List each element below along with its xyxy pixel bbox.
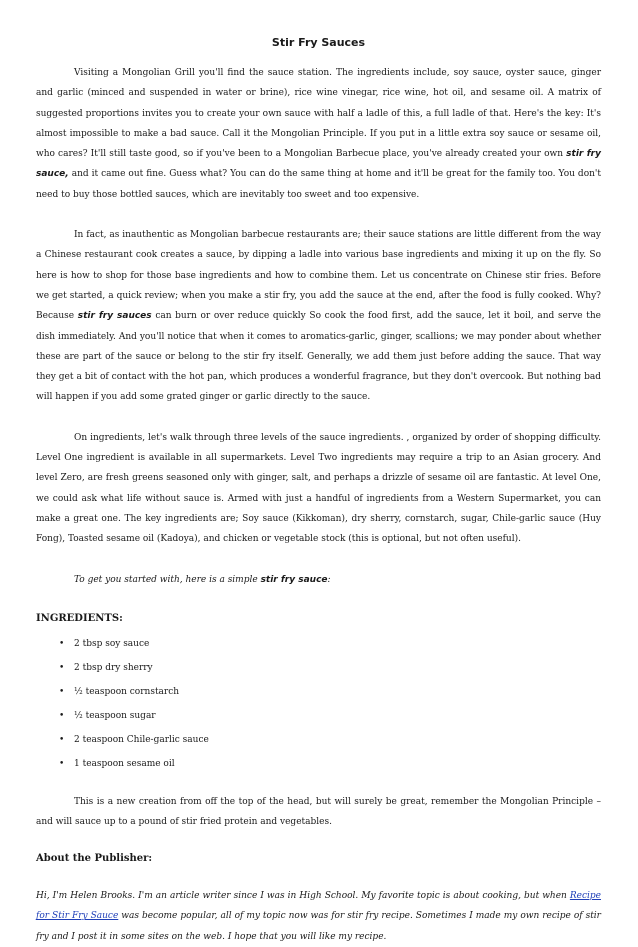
- ingredient-text: 2 tbsp dry sherry: [74, 662, 153, 673]
- paragraph-text: and it came out fine. Guess what? You can do the same thing at home and it'll be great for the family too. You don't need to buy those bottled sauces, which are inevitably too sweet and too expensive.: [36, 169, 601, 200]
- bullet-icon: •: [59, 638, 65, 649]
- publisher-bio: [36, 886, 601, 947]
- publisher-heading: About the Publisher:: [36, 853, 153, 865]
- intro-text: :: [327, 574, 331, 585]
- bullet-icon: •: [59, 734, 65, 745]
- recipe-link[interactable]: Recipe for Stir Fry Sauce: [36, 891, 601, 922]
- ingredient-text: ½ teaspoon cornstarch: [74, 686, 180, 697]
- paragraph-text: can burn or over reduce quickly So cook the food first, add the sauce, let it boil, and serve the dish immediately. And you'll notice that when it comes to aromatics-garlic, ginger, scallions; we may ponder about whether these are part of the sauce or belong to the stir fry itself. Generally, we add them just before adding the sauce. That way they get a bit of contact with the hot pan, which produces a wonderful fragrance, but they don't overcook. But nothing bad will happen if you add some grated ginger or garlic directly to the sauce.: [36, 311, 601, 403]
- bullet-icon: •: [59, 710, 65, 721]
- bio-text: Hi, I'm Helen Brooks. I'm an article writer since I was in High School. My favorite topic is about cooking, but when: [36, 891, 570, 902]
- ingredient-text: ½ teaspoon sugar: [74, 710, 156, 721]
- list-item: [36, 680, 601, 704]
- paragraph-ingredient-levels: On ingredients, let's walk through three levels of the sauce ingredients. , organized by order of shopping difficulty. Level One ingredient is available in all supermarkets. Level Two ingredients may require a trip to an Asian grocery. And level Zero, are fresh greens seasoned only with ginger, salt, and perhaps a drizzle of sesame oil are fantastic. At level One, we could ask what life without sauce is. Armed with just a handful of ingredients from a Western Supermarket, you can make a great one. The key ingredients are; Soy sauce (Kikkoman), dry sherry, cornstarch, sugar, Chile-garlic sauce (Huy Fong), Toasted sesame oil (Kadoya), and chicken or vegetable stock (this is optional, but not often useful).: [36, 432, 601, 545]
- paragraph-closing: This is a new creation from off the top of the head, but will surely be great, remember the Mongolian Principle – and will sauce up to a pound of stir fried protein and vegetables.: [36, 796, 601, 827]
- bio-text: was become popular, all of my topic now was for stir fry recipe. Sometimes I made my own recipe of stir fry and I post it in some sites on the web. I hope that you will like my recipe.: [36, 911, 601, 942]
- emphasis-stir-fry-sauces: stir fry sauces: [77, 311, 152, 322]
- list-item: [36, 728, 601, 752]
- paragraph-text: In fact, as inauthentic as Mongolian barbecue restaurants are; their sauce stations are little different from the way a Chinese restaurant cook creates a sauce, by dipping a ladle into various base ingredients and mixing it up on the fly. So here is how to shop for those base ingredients and how to combine them. Let us concentrate on Chinese stir fries. Before we get started, a quick review; when you make a stir fry, you add the sauce at the end, after the food is fully cooked. Why? Because: [36, 230, 601, 322]
- bullet-icon: •: [59, 686, 65, 697]
- paragraph-intro-mongolian-grill: [36, 63, 601, 205]
- ingredient-text: 2 teaspoon Chile-garlic sauce: [74, 734, 209, 745]
- document-title: Stir Fry Sauces: [271, 36, 366, 49]
- list-item: [36, 704, 601, 728]
- list-item: [36, 656, 601, 680]
- recipe-intro: [36, 570, 601, 590]
- emphasis-stir-fry-sauce: stir fry sauce,: [36, 149, 601, 180]
- paragraph-text: Visiting a Mongolian Grill you'll find the sauce station. The ingredients include, soy sauce, oyster sauce, ginger and garlic (minced and suspended in water or brine), rice wine vinegar, rice wine, hot oil, and sesame oil. A matrix of suggested proportions invites you to create your own sauce with half a ladle of this, a full ladle of that. Here's the key: It's almost impossible to make a bad sauce. Call it the Mongolian Principle. If you put in a little extra soy sauce or sesame oil, who cares? It'll still taste good, so if you've been to a Mongolian Barbecue place, you've already created your own: [36, 68, 601, 160]
- bullet-icon: •: [59, 758, 65, 769]
- intro-text: To get you started with, here is a simple: [74, 574, 261, 585]
- paragraph-restaurant-sauce: [36, 225, 601, 408]
- list-item: [36, 632, 601, 656]
- ingredients-heading: INGREDIENTS:: [36, 612, 123, 624]
- ingredient-text: 1 teaspoon sesame oil: [74, 758, 175, 769]
- ingredient-text: 2 tbsp soy sauce: [74, 638, 150, 649]
- bullet-icon: •: [59, 662, 65, 673]
- document-page: [36, 36, 601, 947]
- ingredients-list: [36, 632, 601, 776]
- list-item: [36, 752, 601, 776]
- emphasis-stir-fry-sauce: stir fry sauce: [260, 574, 328, 585]
